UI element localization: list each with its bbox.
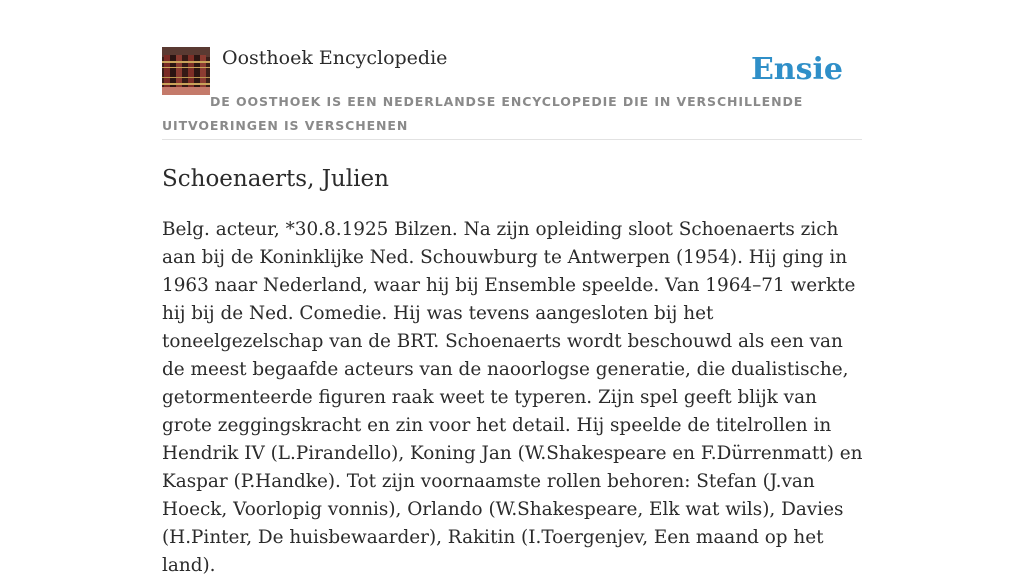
brand-logo-link[interactable]: Ensie <box>750 52 843 87</box>
site-avatar[interactable] <box>162 47 210 95</box>
site-name-link[interactable]: Oosthoek Encyclopedie <box>222 47 448 69</box>
entry-body: Belg. acteur, *30.8.1925 Bilzen. Na zijn opleiding sloot Schoenaerts zich aan bij de Koninklijke Ned. Schouwburg te Antwerpen (1954). Hij ging in 1963 naar Nederland, waar hij bij Ensemble speelde. Van 1964–71 werkte hij bij de Ned. Comedie. Hij was tevens aangesloten bij het toneelgezelschap van de BRT. Schoenaerts wordt beschouwd als een van de meest begaafde acteurs van de naoorlogse generatie, die dualistische, getormenteerde figuren raak weet te typeren. Zijn spel geeft blijk van grote zeggingskracht en zin voor het detail. Hij speelde de titelrollen in Hendrik IV (L.Pirandello), Koning Jan (W.Shakespeare en F.Dürrenmatt) en Kaspar (P.Handke). Tot zijn voornaamste rollen behoren: Stefan (J.van Hoeck, Voorlopig vonnis), Orlando (W.Shakespeare, Elk wat wils), Davies (H.Pinter, De huisbewaarder), Rakitin (I.Toergenjev, Een maand op het land). <box>162 219 863 576</box>
book-spines-icon <box>162 47 210 95</box>
site-header <box>162 46 862 140</box>
header-divider <box>162 139 862 140</box>
site-tagline: DE OOSTHOEK IS EEN NEDERLANDSE ENCYCLOPEDIE DIE IN VERSCHILLENDE UITVOERINGEN IS VERSCHENEN <box>162 94 804 133</box>
entry-title: Schoenaerts, Julien <box>162 166 389 192</box>
